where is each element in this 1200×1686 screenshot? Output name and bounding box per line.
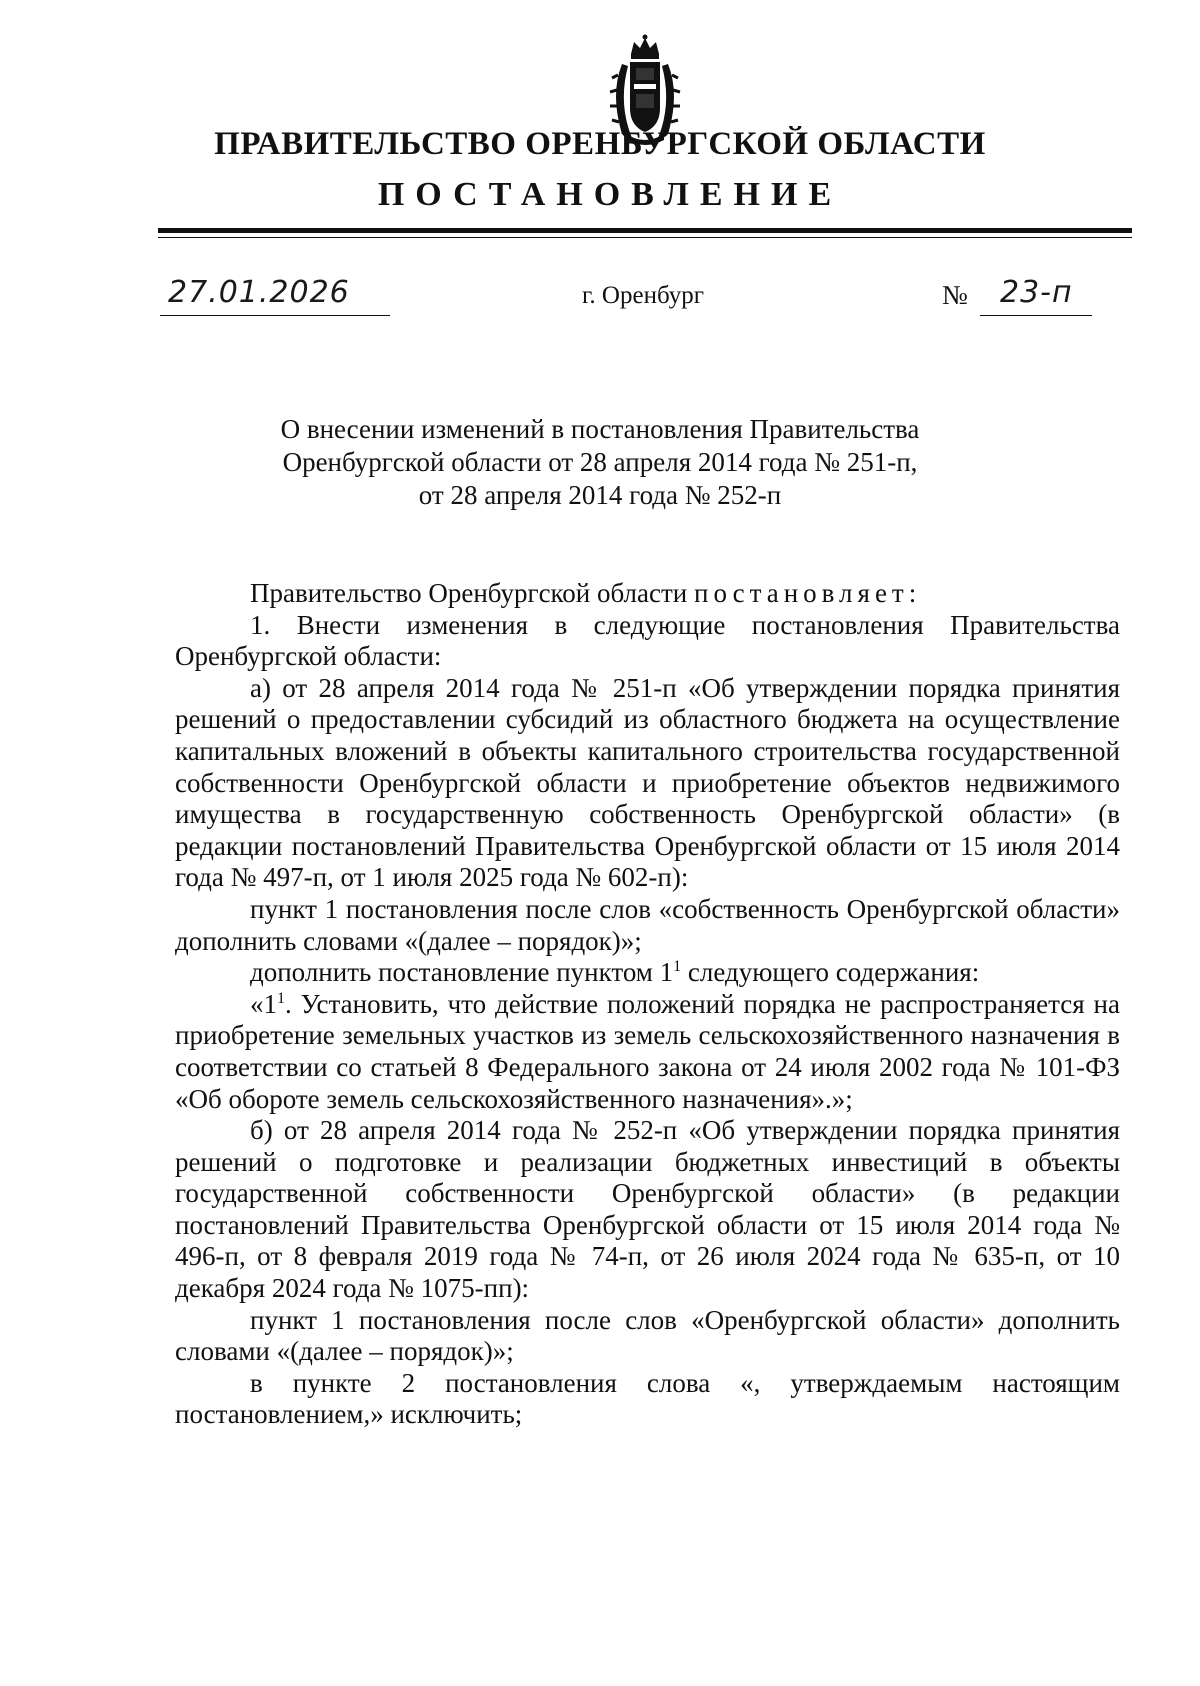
item-a-add-point: дополнить постановление пунктом $1^1$ следующего содержания: <box>250 957 980 988</box>
document-subject <box>150 413 1050 512</box>
date-field <box>160 275 390 316</box>
item-b-point-1: пункт 1 постановления после слов «Оренбургской области» дополнить словами «(далее – порядок)»; <box>175 1304 1120 1367</box>
government-title: ПРАВИТЕЛЬСТВО ОРЕНБУРГСКОЙ ОБЛАСТИ <box>214 126 986 162</box>
document-body <box>175 578 1120 1431</box>
city-label: г. Оренбург <box>582 282 704 309</box>
item-b: б) от 28 апреля 2014 года № 252-п «Об утверждении порядка принятия решений о подготовке и реализации бюджетных инвестиций в объекты государственной собственности Оренбургской области» (в редакции постановлений Правительства Оренбургской области от 15 июля 2014 года № 496-п, от 8 февраля 2019 года № 74-п, от 26 июля 2024 года № 635-п, от 10 декабря 2024 года № 1075-пп): <box>175 1115 1120 1304</box>
decree-verb: постановляет: <box>694 578 922 608</box>
item-b-point-2: в пункте 2 постановления слова «, утверждаемым настоящим постановлением,» исключить; <box>175 1367 1120 1430</box>
handwritten-number: 23-п <box>1000 275 1073 310</box>
number-label: № <box>942 280 968 310</box>
subject-line: от 28 апреля 2014 года № 252-п <box>418 480 782 510</box>
subject-line: Оренбургской области от 28 апреля 2014 года № 251-п, <box>282 447 918 477</box>
header-rule-thick <box>158 228 1132 233</box>
number-field <box>980 275 1092 316</box>
item-a: а) от 28 апреля 2014 года № 251-п «Об утверждении порядка принятия решений о предоставлении субсидий из областного бюджета на осуществление капитальных вложений в объекты капитального строительства государственной собственности Оренбургской области и приобретение объектов недвижимого имущества в государственную собственность Оренбургской области» (в редакции постановлений Правительства Оренбургской области от 15 июля 2014 года № 497-п, от 1 июля 2025 года № 602-п): <box>175 672 1120 893</box>
item-1: 1. Внести изменения в следующие постановления Правительства Оренбургской области: <box>175 609 1120 672</box>
item-a-point-1: пункт 1 постановления после слов «собственность Оренбургской области» дополнить словами «(далее – порядок)»; <box>175 893 1120 956</box>
header-rule-thin <box>158 237 1132 238</box>
item-a-quote: «$1^1$. Установить, что действие положений порядка не распространяется на приобретение земельных участков из земель сельскохозяйственного назначения в соответствии со статьей 8 Федерального закона от 24 июля 2002 года № 101-ФЗ «Об обороте земель сельскохозяйственного назначения».»; <box>175 988 1120 1114</box>
handwritten-date: 27.01.2026 <box>168 275 350 310</box>
subject-line: О внесении изменений в постановления Правительства <box>280 414 920 444</box>
document-type-title: ПОСТАНОВЛЕНИЕ <box>377 176 843 213</box>
intro-paragraph: Правительство Оренбургской области постановляет: <box>250 578 922 608</box>
